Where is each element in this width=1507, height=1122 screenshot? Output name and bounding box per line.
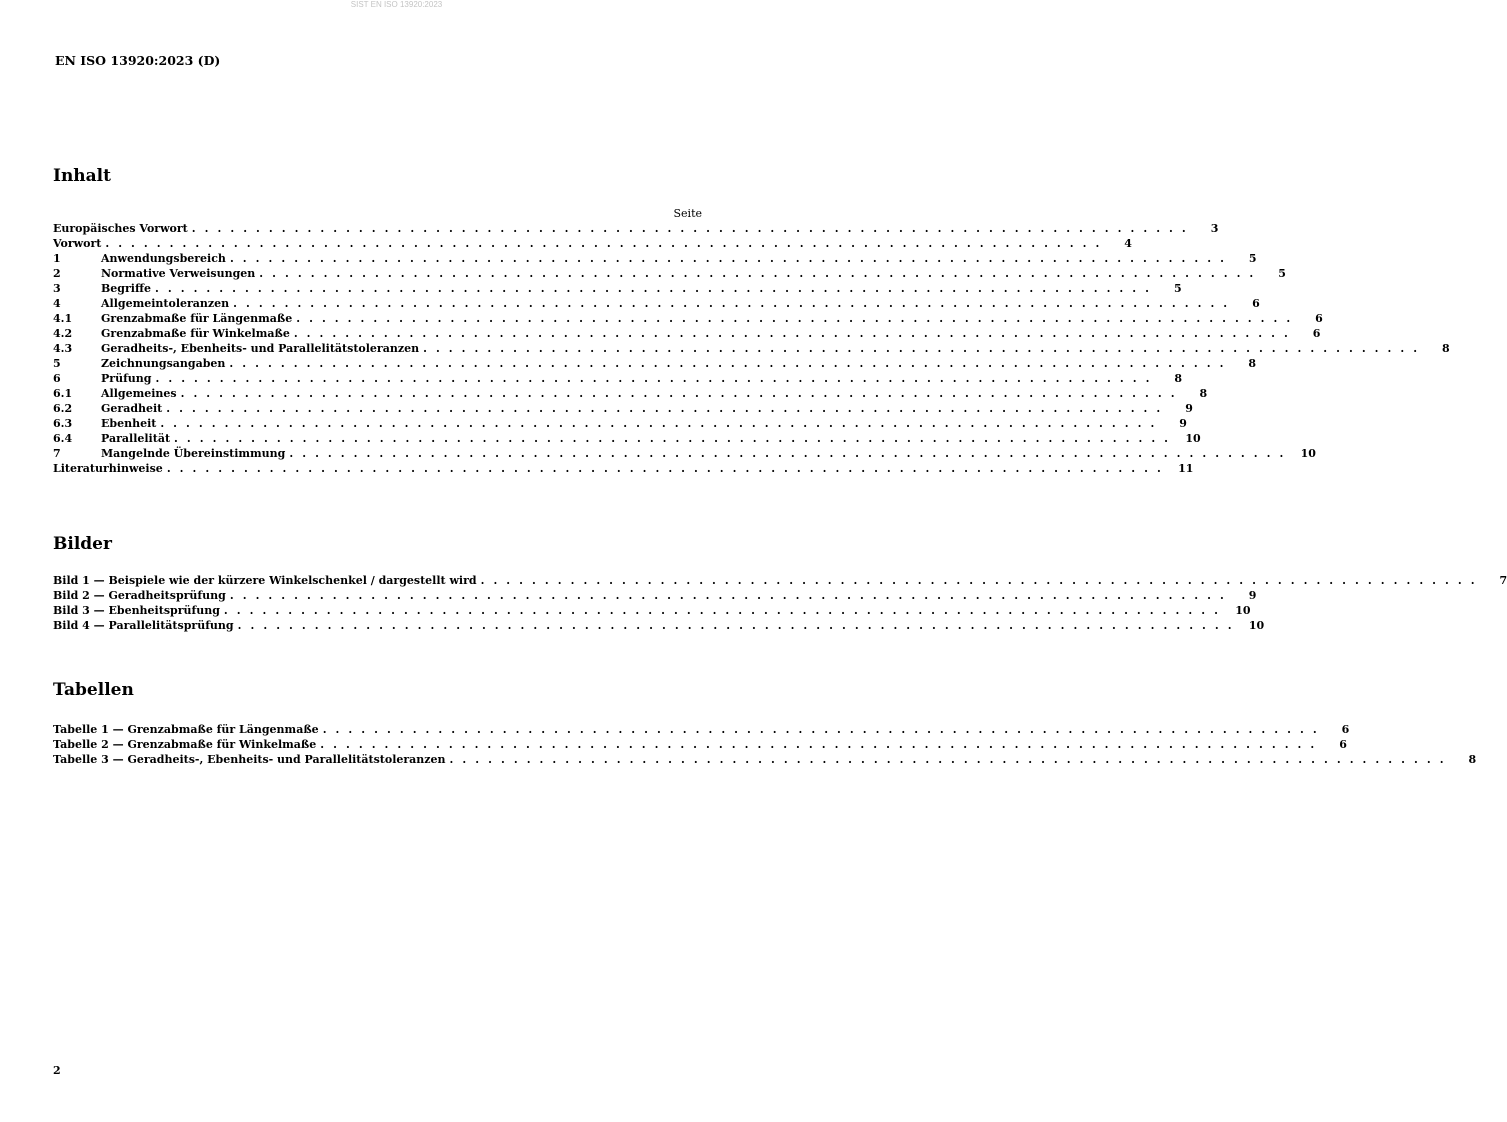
toc-entry[interactable]: [53, 416, 1187, 431]
dot-leader: . . . . . . . . . . . . . . . . . . . . . . . . . . . . . . . . . . . . . . . . . . . . . . . . . . . . . . . . . . . . . . . . . . . . . . . . . . . . . .: [423, 342, 1420, 355]
figures-list: [53, 573, 1507, 633]
toc-entry[interactable]: [53, 618, 1265, 633]
toc-entry-number: 4.1: [53, 312, 73, 325]
toc-entry[interactable]: [53, 371, 1183, 386]
dot-leader: . . . . . . . . . . . . . . . . . . . . . . . . . . . . . . . . . . . . . . . . . . . . . . . . . . . . . . . . . . . . . . . . . . . . . . . . . . . . . .: [105, 237, 1102, 250]
toc-entry-page: 6: [1312, 327, 1321, 340]
toc-entry[interactable]: [53, 401, 1193, 416]
toc-entry-page: 9: [1185, 402, 1193, 415]
toc-entry[interactable]: [53, 251, 1257, 266]
toc-entry-page: 7: [1499, 574, 1507, 587]
dot-leader: . . . . . . . . . . . . . . . . . . . . . . . . . . . . . . . . . . . . . . . . . . . . . . . . . . . . . . . . . . . . . . . . . . . . . . . . . . . . . .: [293, 327, 1291, 340]
toc-entry[interactable]: [53, 461, 1194, 476]
toc-entry[interactable]: [53, 281, 1182, 296]
toc-entry[interactable]: [53, 311, 1323, 326]
toc-entry-number: 4.2: [53, 327, 73, 340]
toc-entry-number: 6.1: [53, 387, 73, 400]
toc-entry-title: Anwendungsbereich: [101, 252, 226, 265]
toc-entry[interactable]: [53, 431, 1201, 446]
toc-entry[interactable]: [53, 722, 1350, 737]
toc-entry[interactable]: [53, 326, 1321, 341]
toc-entry-page: 8: [1248, 357, 1257, 370]
dot-leader: . . . . . . . . . . . . . . . . . . . . . . . . . . . . . . . . . . . . . . . . . . . . . . . . . . . . . . . . . . . . . . . . . . . . . . . . . . . . . .: [166, 462, 1164, 475]
dot-leader: . . . . . . . . . . . . . . . . . . . . . . . . . . . . . . . . . . . . . . . . . . . . . . . . . . . . . . . . . . . . . . . . . . . . . . . . . . . . . .: [449, 753, 1447, 766]
toc-entry[interactable]: [53, 356, 1257, 371]
toc-entry[interactable]: [53, 573, 1507, 588]
toc-entry[interactable]: [53, 603, 1251, 618]
toc-entry-page: 8: [1174, 372, 1183, 385]
toc-entry-title: Normative Verweisungen: [101, 267, 256, 280]
toc-entry-title: Prüfung: [101, 372, 152, 385]
dot-leader: . . . . . . . . . . . . . . . . . . . . . . . . . . . . . . . . . . . . . . . . . . . . . . . . . . . . . . . . . . . . . . . . . . . . . . . . . . . . . .: [155, 372, 1153, 385]
toc-entry-title: Allgemeines: [101, 387, 177, 400]
toc-entry-title: Bild 2 — Geradheitsprüfung: [53, 589, 226, 602]
toc-entry[interactable]: [53, 446, 1316, 461]
toc-entry-page: 6: [1315, 312, 1323, 325]
dot-leader: . . . . . . . . . . . . . . . . . . . . . . . . . . . . . . . . . . . . . . . . . . . . . . . . . . . . . . . . . . . . . . . . . . . . . . . . . . . . . .: [160, 417, 1157, 430]
toc-entry-page: 10: [1300, 447, 1316, 460]
toc-entry-page: 5: [1173, 282, 1182, 295]
tables-heading: Tabellen: [53, 680, 134, 700]
tables-list: [53, 722, 1477, 767]
toc-entry-title: Geradheit: [101, 402, 163, 415]
toc-entry[interactable]: [53, 588, 1257, 603]
contents-list: [53, 221, 1450, 476]
toc-entry-title: Literaturhinweise: [53, 462, 163, 475]
dot-leader: . . . . . . . . . . . . . . . . . . . . . . . . . . . . . . . . . . . . . . . . . . . . . . . . . . . . . . . . . . . . . . . . . . . . . . . . . . . . . .: [480, 574, 1478, 587]
toc-entry-title: Allgemeintoleranzen: [101, 297, 230, 310]
toc-entry-title: Europäisches Vorwort: [53, 222, 188, 235]
toc-entry-number: 6.2: [53, 402, 73, 415]
toc-entry-number: 6: [53, 372, 61, 385]
toc-entry-page: 10: [1248, 619, 1265, 632]
toc-entry-page: 11: [1178, 462, 1194, 475]
watermark-text: SIST EN ISO 13920:2023: [350, 0, 443, 9]
toc-entry-number: 3: [53, 282, 61, 295]
toc-entry-title: Grenzabmaße für Winkelmaße: [101, 327, 290, 340]
toc-entry-page: 5: [1278, 267, 1286, 280]
toc-entry-page: 4: [1124, 237, 1132, 250]
toc-entry-page: 8: [1468, 753, 1477, 766]
toc-entry-title: Mangelnde Übereinstimmung: [101, 447, 286, 460]
toc-entry-number: 4.3: [53, 342, 73, 355]
page-column-label: Seite: [673, 207, 702, 220]
toc-entry-page: 6: [1341, 723, 1350, 736]
toc-entry[interactable]: [53, 737, 1347, 752]
toc-entry-number: 6.3: [53, 417, 73, 430]
toc-entry-page: 10: [1235, 604, 1251, 617]
dot-leader: . . . . . . . . . . . . . . . . . . . . . . . . . . . . . . . . . . . . . . . . . . . . . . . . . . . . . . . . . . . . . . . . . . . . . . . . . . . . . .: [223, 604, 1221, 617]
toc-entry-page: 8: [1199, 387, 1208, 400]
toc-entry[interactable]: [53, 386, 1208, 401]
toc-entry[interactable]: [53, 221, 1219, 236]
toc-entry-title: Bild 1 — Beispiele wie der kürzere Winkelschenkel / dargestellt wird: [53, 574, 477, 587]
dot-leader: . . . . . . . . . . . . . . . . . . . . . . . . . . . . . . . . . . . . . . . . . . . . . . . . . . . . . . . . . . . . . . . . . . . . . . . . . . . . . .: [237, 619, 1235, 632]
toc-entry-number: 1: [53, 252, 61, 265]
dot-leader: . . . . . . . . . . . . . . . . . . . . . . . . . . . . . . . . . . . . . . . . . . . . . . . . . . . . . . . . . . . . . . . . . . . . . . . . . . . . . .: [320, 738, 1317, 751]
toc-entry-title: Parallelität: [101, 432, 171, 445]
dot-leader: . . . . . . . . . . . . . . . . . . . . . . . . . . . . . . . . . . . . . . . . . . . . . . . . . . . . . . . . . . . . . . . . . . . . . . . . . . . . . .: [229, 252, 1227, 265]
dot-leader: . . . . . . . . . . . . . . . . . . . . . . . . . . . . . . . . . . . . . . . . . . . . . . . . . . . . . . . . . . . . . . . . . . . . . . . . . . . . . .: [289, 447, 1286, 460]
toc-entry-title: Vorwort: [53, 237, 102, 250]
toc-entry-title: Tabelle 1 — Grenzabmaße für Längenmaße: [53, 723, 319, 736]
toc-entry-page: 3: [1210, 222, 1219, 235]
toc-entry-page: 6: [1252, 297, 1260, 310]
dot-leader: . . . . . . . . . . . . . . . . . . . . . . . . . . . . . . . . . . . . . . . . . . . . . . . . . . . . . . . . . . . . . . . . . . . . . . . . . . . . . .: [191, 222, 1189, 235]
dot-leader: . . . . . . . . . . . . . . . . . . . . . . . . . . . . . . . . . . . . . . . . . . . . . . . . . . . . . . . . . . . . . . . . . . . . . . . . . . . . . .: [180, 387, 1178, 400]
dot-leader: . . . . . . . . . . . . . . . . . . . . . . . . . . . . . . . . . . . . . . . . . . . . . . . . . . . . . . . . . . . . . . . . . . . . . . . . . . . . . .: [155, 282, 1152, 295]
dot-leader: . . . . . . . . . . . . . . . . . . . . . . . . . . . . . . . . . . . . . . . . . . . . . . . . . . . . . . . . . . . . . . . . . . . . . . . . . . . . . .: [322, 723, 1320, 736]
toc-entry-number: 5: [53, 357, 61, 370]
toc-entry-number: 2: [53, 267, 61, 280]
dot-leader: . . . . . . . . . . . . . . . . . . . . . . . . . . . . . . . . . . . . . . . . . . . . . . . . . . . . . . . . . . . . . . . . . . . . . . . . . . . . . .: [229, 357, 1227, 370]
toc-entry-number: 7: [53, 447, 61, 460]
toc-entry[interactable]: [53, 752, 1477, 767]
contents-heading: Inhalt: [53, 166, 111, 186]
toc-entry-page: 10: [1185, 432, 1201, 445]
toc-entry-page: 8: [1442, 342, 1450, 355]
toc-entry[interactable]: [53, 296, 1260, 311]
toc-entry-title: Begriffe: [101, 282, 151, 295]
page-number: 2: [53, 1064, 61, 1077]
toc-entry-title: Bild 3 — Ebenheitsprüfung: [53, 604, 220, 617]
toc-entry-title: Geradheits-, Ebenheits- und Parallelitätstoleranzen: [101, 342, 420, 355]
toc-entry-page: 9: [1248, 589, 1257, 602]
toc-entry-title: Grenzabmaße für Längenmaße: [101, 312, 293, 325]
toc-entry-number: 6.4: [53, 432, 73, 445]
toc-entry[interactable]: [53, 341, 1450, 356]
toc-entry-title: Bild 4 — Parallelitätsprüfung: [53, 619, 234, 632]
toc-entry-number: 4: [53, 297, 61, 310]
dot-leader: . . . . . . . . . . . . . . . . . . . . . . . . . . . . . . . . . . . . . . . . . . . . . . . . . . . . . . . . . . . . . . . . . . . . . . . . . . . . . .: [166, 402, 1163, 415]
toc-entry-title: Tabelle 3 — Geradheits-, Ebenheits- und Parallelitätstoleranzen: [53, 753, 446, 766]
toc-entry[interactable]: [53, 266, 1286, 281]
dot-leader: . . . . . . . . . . . . . . . . . . . . . . . . . . . . . . . . . . . . . . . . . . . . . . . . . . . . . . . . . . . . . . . . . . . . . . . . . . . . . .: [233, 297, 1230, 310]
dot-leader: . . . . . . . . . . . . . . . . . . . . . . . . . . . . . . . . . . . . . . . . . . . . . . . . . . . . . . . . . . . . . . . . . . . . . . . . . . . . . .: [174, 432, 1171, 445]
toc-entry-page: 6: [1339, 738, 1347, 751]
dot-leader: . . . . . . . . . . . . . . . . . . . . . . . . . . . . . . . . . . . . . . . . . . . . . . . . . . . . . . . . . . . . . . . . . . . . . . . . . . . . . .: [259, 267, 1256, 280]
toc-entry-page: 9: [1179, 417, 1187, 430]
document-identifier: EN ISO 13920:2023 (D): [55, 53, 221, 68]
toc-entry[interactable]: [53, 236, 1132, 251]
toc-entry-page: 5: [1248, 252, 1257, 265]
figures-heading: Bilder: [53, 534, 112, 554]
toc-entry-title: Tabelle 2 — Grenzabmaße für Winkelmaße: [53, 738, 317, 751]
dot-leader: . . . . . . . . . . . . . . . . . . . . . . . . . . . . . . . . . . . . . . . . . . . . . . . . . . . . . . . . . . . . . . . . . . . . . . . . . . . . . .: [229, 589, 1227, 602]
dot-leader: . . . . . . . . . . . . . . . . . . . . . . . . . . . . . . . . . . . . . . . . . . . . . . . . . . . . . . . . . . . . . . . . . . . . . . . . . . . . . .: [296, 312, 1293, 325]
toc-entry-title: Ebenheit: [101, 417, 157, 430]
toc-entry-title: Zeichnungsangaben: [101, 357, 226, 370]
